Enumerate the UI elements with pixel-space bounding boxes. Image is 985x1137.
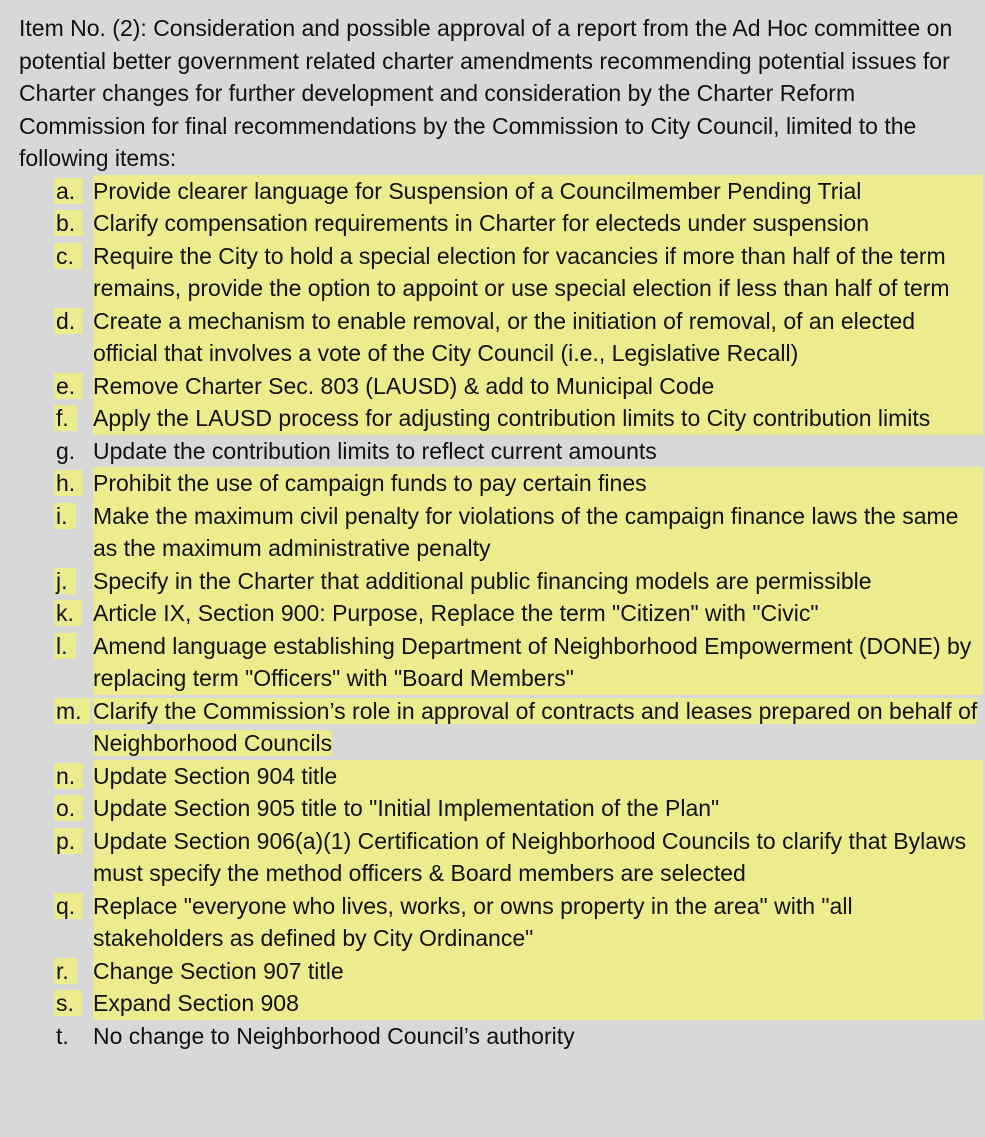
agenda-item-q: [19, 890, 985, 955]
agenda-item-b: [19, 207, 985, 240]
item-marker-b: b.: [19, 207, 93, 240]
item-text-c: Require the City to hold a special election for vacancies if more than half of the term remains, provide the option to appoint or use special election if less than half of term: [93, 240, 983, 305]
item-text-q: Replace "everyone who lives, works, or owns property in the area" with "all stakeholders as defined by City Ordinance": [93, 890, 983, 955]
item-marker-c: c.: [19, 240, 93, 273]
agenda-item-c: [19, 240, 985, 305]
item-marker-a: a.: [19, 175, 93, 208]
agenda-item-k: [19, 597, 985, 630]
item-marker-q: q.: [19, 890, 93, 923]
item-marker-i: i.: [19, 500, 93, 533]
item-text-b: Clarify compensation requirements in Charter for electeds under suspension: [93, 207, 983, 240]
agenda-item-n: [19, 760, 985, 793]
item-text-r: Change Section 907 title: [93, 955, 983, 988]
agenda-intro: Item No. (2): Consideration and possible approval of a report from the Ad Hoc committee on potential better government related charter amendments recommending potential issues for Charter changes for further development and consideration by the Charter Reform Commission for final recommendations by the Commission to City Council, limited to the following items:: [19, 15, 953, 171]
item-text-m: [93, 695, 983, 760]
item-marker-t: t.: [56, 1022, 69, 1049]
item-text-o: Update Section 905 title to "Initial Implementation of the Plan": [93, 792, 983, 825]
agenda-item-p: [19, 825, 985, 890]
item-marker-r: r.: [19, 955, 93, 988]
agenda-item-a: [19, 175, 985, 208]
agenda-item-t: [19, 1020, 985, 1053]
agenda-item-g: [19, 435, 985, 468]
agenda-item-d: [19, 305, 985, 370]
item-text-i: Make the maximum civil penalty for violations of the campaign finance laws the same as the maximum administrative penalty: [93, 500, 983, 565]
item-marker-k: k.: [19, 597, 93, 630]
item-marker-f: f.: [19, 402, 93, 435]
agenda-item-e: [19, 370, 985, 403]
item-text-k: Article IX, Section 900: Purpose, Replace the term "Citizen" with "Civic": [93, 597, 983, 630]
agenda-item-m: [19, 695, 985, 760]
item-marker-o: o.: [19, 792, 93, 825]
agenda-item-i: [19, 500, 985, 565]
item-text-m-highlight: Councils: [243, 730, 333, 756]
agenda-item-s: [19, 987, 985, 1020]
item-text-g: Update the contribution limits to reflect current amounts: [93, 437, 657, 464]
item-text-s: Expand Section 908: [93, 987, 983, 1020]
item-marker-m: m.: [19, 695, 93, 728]
item-text-f: Apply the LAUSD process for adjusting contribution limits to City contribution limits: [93, 402, 983, 435]
item-marker-n: n.: [19, 760, 93, 793]
agenda-item-f: [19, 402, 985, 435]
item-text-t: No change to Neighborhood Council’s authority: [93, 1022, 575, 1049]
item-text-n: Update Section 904 title: [93, 760, 983, 793]
item-text-e: Remove Charter Sec. 803 (LAUSD) & add to Municipal Code: [93, 370, 983, 403]
item-text-j: Specify in the Charter that additional public financing models are permissible: [93, 565, 983, 598]
agenda-item-l: [19, 630, 985, 695]
agenda-item-h: [19, 467, 985, 500]
item-marker-p: p.: [19, 825, 93, 858]
item-marker-l: l.: [19, 630, 93, 663]
agenda-items-list: [19, 175, 985, 1053]
item-text-p: Update Section 906(a)(1) Certification of Neighborhood Councils to clarify that Bylaws must specify the method officers & Board members are selected: [93, 825, 983, 890]
item-text-h: Prohibit the use of campaign funds to pay certain fines: [93, 467, 983, 500]
item-text-l: Amend language establishing Department of Neighborhood Empowerment (DONE) by replacing term "Officers" with "Board Members": [93, 630, 983, 695]
item-marker-h: h.: [19, 467, 93, 500]
item-marker-j: j.: [19, 565, 93, 598]
agenda-item-r: [19, 955, 985, 988]
item-marker-e: e.: [19, 370, 93, 403]
item-text-d: Create a mechanism to enable removal, or the initiation of removal, of an elected official that involves a vote of the City Council (i.e., Legislative Recall): [93, 305, 983, 370]
agenda-item-j: [19, 565, 985, 598]
item-text-m-main: Clarify the Commission’s role in approval of contracts and leases prepared on behalf of Neighborhood: [93, 697, 978, 756]
item-marker-s: s.: [19, 987, 93, 1020]
agenda-item-o: [19, 792, 985, 825]
item-marker-g: g.: [56, 437, 76, 464]
item-marker-d: d.: [19, 305, 93, 338]
item-text-a: Provide clearer language for Suspension of a Councilmember Pending Trial: [93, 175, 983, 208]
